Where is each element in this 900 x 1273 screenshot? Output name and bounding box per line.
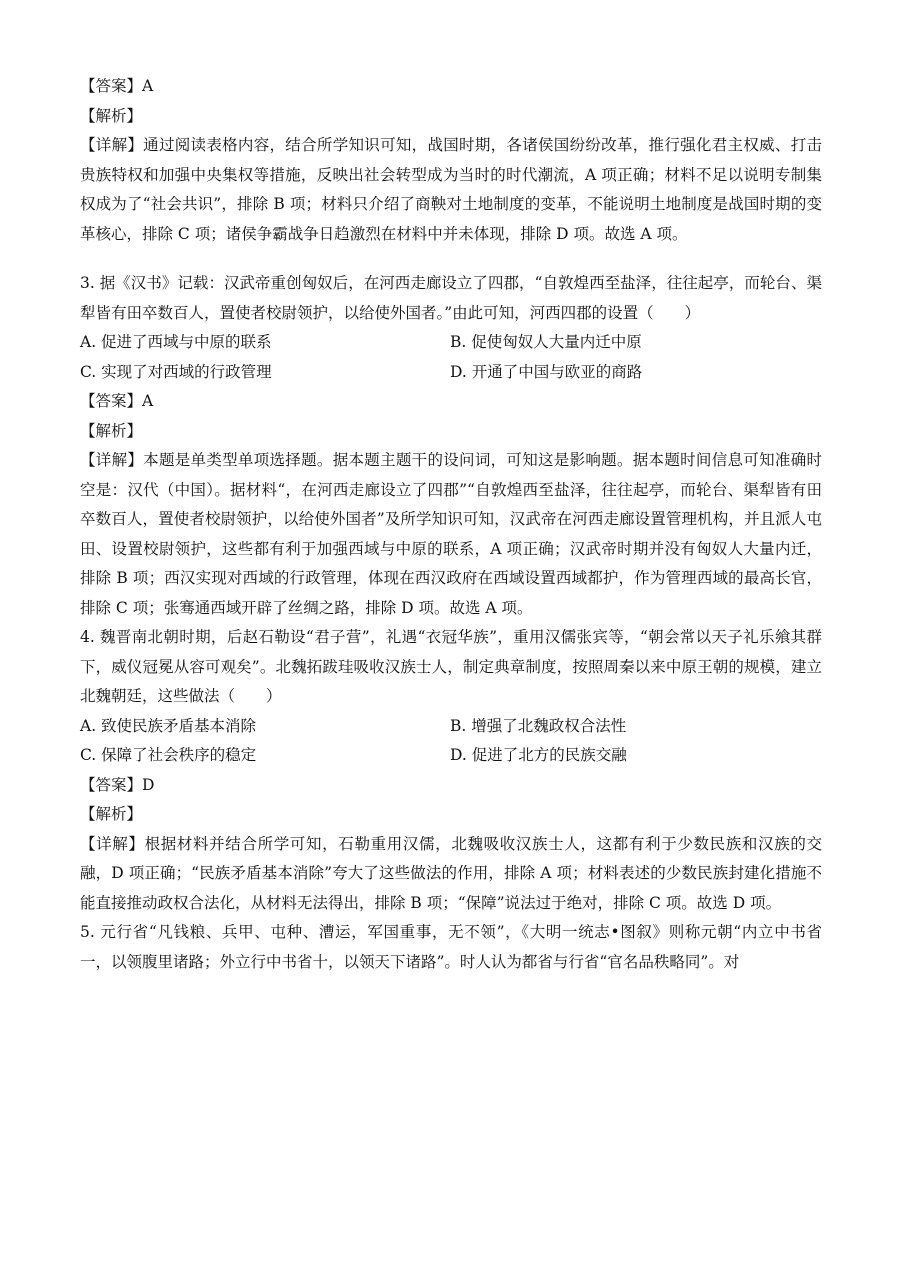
q4-stem: 4. 魏晋南北朝时期，后赵石勒设“君子营”，礼遇“衣冠华族”，重用汉儒张宾等，“朝会常以天子礼乐飨其群下，威仪冠冕从容可观矣”。北魏拓跋珪吸收汉族士人，制定典章制度，按照周秦以来中原王朝的规模，建立北魏朝廷，这些做法（ ） — [80, 628, 822, 705]
q3-option-a: A. 促进了西域与中原的联系 — [80, 333, 272, 351]
q4-option-c: C. 保障了社会秩序的稳定 — [80, 746, 257, 764]
q4-options-row-2 — [80, 741, 822, 771]
q4-options-row-1 — [80, 712, 822, 742]
q4-answer: 【答案】D — [80, 775, 155, 794]
q3-analysis-label: 【解析】 — [80, 421, 143, 440]
spacer — [80, 249, 822, 269]
q3-detail: 【详解】本题是单类型单项选择题。据本题主题干的设问词，可知这是影响题。据本题时间信息可知准确时空是：汉代（中国）。据材料“，在河西走廊设立了四郡”“自敦煌西至盐泽，往往起亭，而轮台、渠犁皆有田卒数百人，置使者校尉领护，以给使外国者”及所学知识可知，汉武帝在河西走廊设置管理机构，并且派人屯田、设置校尉领护，这些都有利于加强西域与中原的联系，A 项正确；汉武帝时期并没有匈奴人大量内迁，排除 B 项；西汉实现对西域的行政管理，体现在西汉政府在西域设置西域都护，作为管理西域的最高长官，排除 C 项；张骞通西域开辟了丝绸之路，排除 D 项。故选 A 项。 — [80, 451, 822, 617]
q4-option-d: D. 促进了北方的民族交融 — [450, 746, 627, 764]
q4-option-b: B. 增强了北魏政权合法性 — [450, 716, 627, 735]
q3-answer: 【答案】A — [80, 392, 154, 410]
q3-option-d: D. 开通了中国与欧亚的商路 — [450, 362, 643, 381]
q5-stem: 5. 元行省“凡钱粮、兵甲、屯种、漕运，军国重事，无不领”，《大明一统志•图叙》则称元朝“内立中书省一，以领腹里诸路；外立行中书省十，以领天下诸路”。时人认为都省与行省“官名品秩略同”。对 — [80, 923, 822, 971]
q3-option-b: B. 促使匈奴人大量内迁中原 — [450, 333, 642, 351]
q4-detail: 【详解】根据材料并结合所学可知，石勒重用汉儒，北魏吸收汉族士人，这都有利于少数民族和汉族的交融，D 项正确；“民族矛盾基本消除”夸大了这些做法的作用，排除 A 项；材料表述的少数民族封建化措施不能直接推动政权合法化，从材料无法得出，排除 B 项；“保障”说法过于绝对，排除 C 项。故选 D 项。 — [80, 834, 822, 912]
q3-option-c: C. 实现了对西域的行政管理 — [80, 362, 272, 381]
q4-analysis-label: 【解析】 — [80, 805, 143, 823]
q3-stem: 3. 据《汉书》记载：汉武帝重创匈奴后，在河西走廊设立了四郡，“自敦煌西至盐泽，往往起亭，而轮台、渠犁皆有田卒数百人，置使者校尉领护，以给使外国者。”由此可知，河西四郡的设置（ ） — [80, 274, 822, 322]
q3-options-row-2 — [80, 358, 822, 388]
q2-analysis-label: 【解析】 — [80, 106, 143, 125]
q4-option-a: A. 致使民族矛盾基本消除 — [80, 716, 257, 735]
q3-options-row-1 — [80, 328, 822, 358]
q2-detail: 【详解】通过阅读表格内容，结合所学知识可知，战国时期，各诸侯国纷纷改革，推行强化君主权威、打击贵族特权和加强中央集权等措施，反映出社会转型成为当时的时代潮流，A 项正确；材料不足以说明专制集权成为了“社会共识”，排除 B 项；材料只介绍了商鞅对土地制度的变革，不能说明土地制度是战国时期的变革核心，排除 C 项；诸侯争霸战争日趋激烈在材料中并未体现，排除 D 项。故选 A 项。 — [80, 136, 822, 243]
q2-answer: 【答案】A — [80, 77, 154, 95]
document-page — [80, 72, 822, 977]
